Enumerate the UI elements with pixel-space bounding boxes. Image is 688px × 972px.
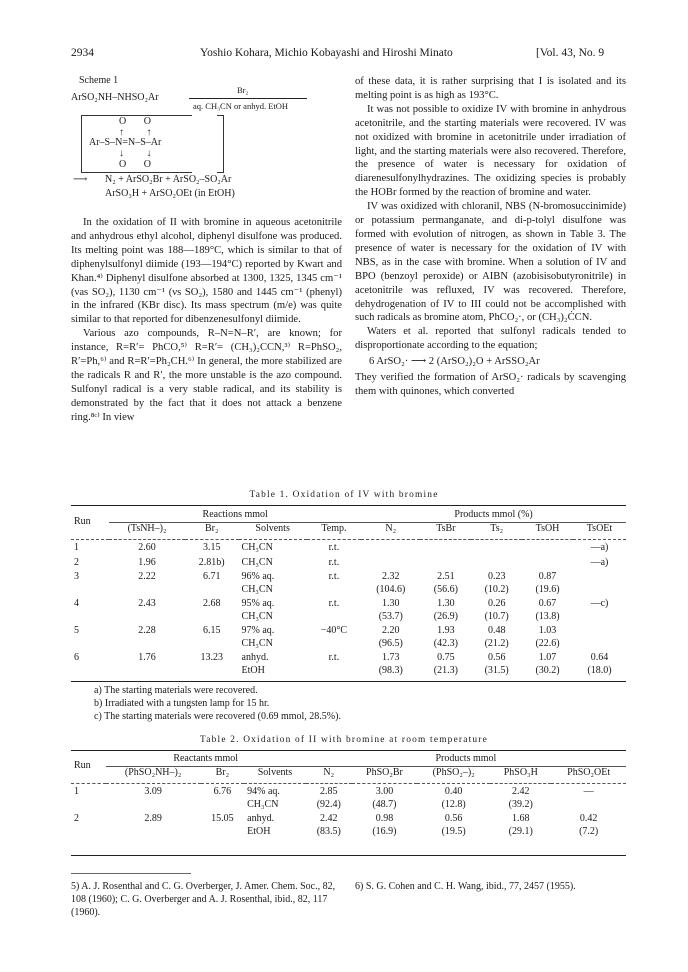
cell-ts2: [471, 555, 522, 570]
paragraph: of these data, it is rather surprising that I is isolated and its melting point is as high as 193°C.: [355, 76, 626, 101]
cell-solvent-sub: CH₃CN: [241, 637, 273, 649]
cell-n2: [361, 623, 420, 650]
cell-phso2br: [352, 811, 417, 838]
cell-tsnh-value: 1.96: [138, 556, 156, 568]
scheme-1: [71, 74, 341, 203]
table1-col-tsbr: TsBr: [436, 522, 456, 534]
cell-tsoh: [522, 623, 573, 650]
cell-tsbr: [420, 540, 471, 555]
equation: 6 ArSO₂· ⟶ 2 (ArSO₂)₂O + ArSSO₂Ar: [369, 356, 540, 368]
table2-col-reactant: (PhSO₂NH–)₂: [124, 766, 182, 778]
cell-tsbr-sub: (21.3): [433, 664, 458, 676]
cell-br2: [185, 540, 239, 555]
cell-reactant: [106, 811, 201, 838]
cell-tsoh-value: 1.03: [538, 625, 557, 636]
cell-phso3h: [490, 784, 551, 812]
volume-label: [Vol. 43, No. 9: [536, 47, 605, 59]
table2-col-phso3h: PhSO₃H: [503, 766, 538, 778]
paragraph: IV was oxidized with chloranil, NBS (N-bromosuccinimide) or potassium permanganate, and di-p-tolyl disulfone was formed with evolution of nitrogen, as shown in Table 3. The presence of water is necessary for the oxidation of IV with NBS, as in the case with bromine. When a solution of IV and BPO (benzoyl peroxide) or AIBN (azobisisobutyronitrile) in acetonitrile was refluxed, IV was recovered. Therefore, dehydrogenation of IV to III could not be accomplished with such radicals as bromine atom, PhCO₂·, or (CH₃)₂ĊCN.: [355, 201, 626, 324]
scheme-reagent-bottom: aq. CH₃CN or anhyd. EtOH: [193, 101, 289, 111]
cell-ts2-value: 0.23: [487, 571, 506, 582]
table-row: [71, 555, 626, 570]
footnote-5: 5) A. J. Rosenthal and C. G. Overberger, J. Amer. Chem. Soc., 82, 108 (1960); C. G. Overberger and A. J. Rosenthal, ibid., 82, 117 (1960).: [71, 881, 336, 918]
cell-solvent-value: CH₃CN: [241, 556, 273, 568]
cell-phso2br-value: 0.98: [375, 813, 394, 824]
cell-br2-value: 13.23: [200, 652, 223, 663]
cell-run-value: 1: [74, 542, 79, 553]
cell-br2: [185, 569, 239, 596]
scheme-arrow-2: ⟶: [73, 174, 88, 185]
table1-group-reactions: Reactions mmol: [109, 509, 361, 522]
cell-tsnh: [109, 569, 185, 596]
cell-tsoet-value: —a): [590, 542, 609, 553]
cell-br2-value: 6.76: [213, 786, 232, 797]
cell-phso2oet: [551, 811, 626, 838]
cell-run-value: 3: [74, 571, 79, 582]
cell-solvent: [239, 540, 307, 555]
cell-ts2: [471, 540, 522, 555]
cell-phso3h-sub: (39.2): [508, 798, 533, 810]
scheme-arrow: [189, 98, 307, 99]
cell-br2-value: 2.68: [202, 598, 221, 609]
cell-br2-value: 6.71: [202, 571, 221, 582]
running-authors: Yoshio Kohara, Michio Kobayashi and Hiroshi Minato: [200, 47, 453, 59]
cell-disulfone-value: 0.40: [444, 786, 463, 797]
cell-run: [71, 569, 109, 596]
table1-col-tsoet: TsOEt: [586, 522, 613, 534]
table2-col-phso2br: PhSO₂Br: [366, 766, 403, 778]
cell-phso3h-sub: (29.1): [508, 825, 533, 837]
page-number: 2934: [71, 47, 94, 59]
cell-phso2oet-sub: (7.2): [579, 825, 599, 837]
cell-tsnh-value: 1.76: [138, 652, 156, 663]
table1-col-tsoh: TsOH: [535, 522, 560, 534]
cell-disulfone-value: 0.56: [444, 813, 463, 824]
paragraph: It was not possible to oxidize IV with bromine in anhydrous acetonitrile, and the starting materials were recovered. IV was not oxidized with bromine in acetonitrile under irradiation of light, and the starting materials were also recovered. Therefore, the presence of water is necessary for oxidation of diarenesulfonylhydrazines. The oxidizing species is probably the HOBr formed by the reaction of bromine and water.: [355, 103, 626, 199]
cell-run: [71, 811, 106, 838]
cell-n2: [361, 555, 420, 570]
cell-solvent-value: 96% aq.: [241, 571, 275, 582]
cell-ts2-value: 0.56: [487, 652, 506, 663]
table2-col-disulfone: (PhSO₂–)₂: [432, 766, 475, 778]
cell-tsoh-sub: (19.6): [535, 583, 560, 595]
table1: [71, 509, 626, 677]
table2-col-run: Run: [74, 759, 91, 771]
cell-phso2oet: [551, 784, 626, 812]
cell-tsoet-value: —c): [590, 598, 609, 609]
table1-note: a) The starting materials were recovered.: [94, 685, 258, 696]
cell-br2-value: 15.05: [211, 813, 234, 824]
cell-br2: [185, 623, 239, 650]
right-column: [355, 75, 626, 399]
cell-tsnh: [109, 540, 185, 555]
cell-tsnh: [109, 555, 185, 570]
cell-ts2-sub: (10.2): [484, 583, 509, 595]
table1-note: c) The starting materials were recovered (0.69 mmol, 28.5%).: [94, 711, 341, 722]
cell-solvent-value: anhyd.: [241, 652, 269, 663]
cell-tsoh-value: 0.87: [538, 571, 557, 582]
cell-br2-value: 3.15: [202, 542, 221, 553]
cell-br2: [185, 650, 239, 677]
cell-tsoet: [573, 555, 626, 570]
cell-n2: [306, 784, 352, 812]
cell-n2: [361, 596, 420, 623]
cell-tsoh: [522, 569, 573, 596]
cell-run-value: 4: [74, 598, 79, 609]
cell-solvent-value: 95% aq.: [241, 598, 275, 609]
cell-tsbr: [420, 555, 471, 570]
cell-tsoet-sub: (18.0): [587, 664, 612, 676]
cell-run-value: 5: [74, 625, 79, 636]
table1-col-run: Run: [74, 515, 91, 527]
cell-n2-value: 1.73: [382, 652, 400, 663]
cell-solvent-value: CH₃CN: [241, 542, 273, 553]
footnote-6: 6) S. G. Cohen and C. H. Wang, ibid., 77, 2457 (1955).: [355, 881, 576, 892]
cell-tsoh-value: 1.07: [538, 652, 557, 663]
cell-temp: [307, 555, 361, 570]
paragraph: They verified the formation of ArSO₂· radicals by scavenging them with quinones, which converted: [355, 372, 626, 397]
cell-tsoh: [522, 540, 573, 555]
cell-n2-sub: (53.7): [378, 610, 403, 622]
cell-tsoet: [573, 540, 626, 555]
cell-temp-value: r.t.: [328, 598, 340, 609]
table1-notes: [94, 684, 341, 723]
cell-tsoet: [573, 569, 626, 596]
cell-tsbr: [420, 596, 471, 623]
cell-temp: [307, 650, 361, 677]
cell-temp-value: r.t.: [328, 571, 340, 582]
cell-solvent-value: 97% aq.: [241, 625, 275, 636]
cell-n2: [306, 811, 352, 838]
table-row: [71, 569, 626, 596]
cell-tsoh-sub: (30.2): [535, 664, 560, 676]
cell-n2-sub: (83.5): [316, 825, 341, 837]
cell-solvent-sub: EtOH: [241, 664, 265, 676]
cell-run-value: 6: [74, 652, 79, 663]
cell-ts2-value: 0.26: [487, 598, 506, 609]
cell-n2: [361, 650, 420, 677]
table-row: [71, 811, 626, 838]
cell-disulfone-sub: (12.8): [441, 798, 466, 810]
cell-disulfone: [417, 811, 490, 838]
cell-tsoh-sub: (22.6): [535, 637, 560, 649]
cell-tsbr: [420, 569, 471, 596]
cell-n2: [361, 569, 420, 596]
cell-temp: [307, 540, 361, 555]
cell-run-value: 2: [74, 556, 79, 568]
cell-disulfone: [417, 784, 490, 812]
cell-run: [71, 784, 106, 812]
cell-temp: [307, 569, 361, 596]
table2-group-products: Products mmol: [306, 753, 626, 766]
cell-solvent-value: anhyd.: [247, 813, 275, 824]
cell-tsoh: [522, 555, 573, 570]
cell-run: [71, 650, 109, 677]
cell-solvent: [239, 650, 307, 677]
scheme-product-1: N₂ + ArSO₂Br + ArSO₂–SO₂Ar: [105, 174, 232, 185]
cell-phso3h-value: 2.42: [512, 786, 530, 797]
cell-ts2: [471, 623, 522, 650]
cell-tsbr-sub: (56.6): [433, 583, 458, 595]
table1-col-ts2: Ts₂: [490, 522, 504, 534]
table1-col-tsnh: (TsNH–)₂: [127, 522, 167, 534]
cell-phso2br-sub: (16.9): [372, 825, 397, 837]
table1-col-solvents: Solvents: [255, 522, 290, 534]
table2-col-br2: Br₂: [215, 766, 230, 778]
cell-tsnh: [109, 623, 185, 650]
cell-tsnh-value: 2.43: [138, 598, 156, 609]
table2-col-phso2oet: PhSO₂OEt: [567, 766, 611, 778]
cell-temp-value: r.t.: [328, 542, 340, 553]
cell-solvent: [239, 569, 307, 596]
cell-n2-sub: (104.6): [376, 583, 406, 595]
cell-tsnh: [109, 596, 185, 623]
table-row: [71, 596, 626, 623]
table2-col-n2: N₂: [323, 766, 335, 778]
cell-tsoh: [522, 596, 573, 623]
cell-phso2oet-value: 0.42: [579, 813, 598, 824]
cell-tsbr-value: 1.30: [437, 598, 455, 609]
scheme-intermediate: O O ↑ ↑ Ar–S–N=N–S–Ar ↓ ↓ O O: [81, 115, 341, 173]
cell-tsnh-value: 2.22: [138, 571, 156, 582]
cell-tsoh: [522, 650, 573, 677]
cell-temp-value: −40°C: [320, 625, 348, 636]
cell-tsbr-sub: (26.9): [433, 610, 458, 622]
cell-disulfone-sub: (19.5): [441, 825, 466, 837]
cell-reactant: [106, 784, 201, 812]
cell-ts2: [471, 596, 522, 623]
scheme-reactant: ArSO₂NH–NHSO₂Ar: [71, 92, 159, 103]
cell-solvent-sub: CH₃CN: [241, 583, 273, 595]
left-column: [71, 216, 342, 425]
cell-solvent-sub: EtOH: [247, 825, 271, 837]
cell-tsnh-value: 2.60: [138, 542, 156, 553]
scheme-reagent-top: Br₂: [237, 85, 249, 95]
cell-tsoet-value: 0.64: [590, 652, 609, 663]
cell-tsnh-value: 2.28: [138, 625, 156, 636]
cell-solvent: [239, 555, 307, 570]
cell-phso3h: [490, 811, 551, 838]
cell-phso3h-value: 1.68: [512, 813, 530, 824]
cell-n2-value: 2.20: [382, 625, 400, 636]
cell-phso2br-sub: (48.7): [372, 798, 397, 810]
cell-temp-value: r.t.: [328, 652, 340, 663]
table1-caption: Table 1. Oxidation of IV with bromine: [249, 490, 439, 500]
cell-n2-value: 1.30: [382, 598, 400, 609]
cell-ts2: [471, 650, 522, 677]
cell-ts2-sub: (21.2): [484, 637, 509, 649]
cell-tsbr: [420, 650, 471, 677]
table2-caption: Table 2. Oxidation of II with bromine at room temperature: [200, 735, 488, 745]
table-row: [71, 784, 626, 812]
table-row: [71, 540, 626, 555]
cell-temp: [307, 623, 361, 650]
cell-n2-value: 2.32: [382, 571, 400, 582]
cell-solvent-sub: CH₃CN: [247, 798, 279, 810]
table1-col-br2: Br₂: [204, 522, 219, 534]
table-row: [71, 623, 626, 650]
cell-run: [71, 540, 109, 555]
cell-solvent-sub: CH₃CN: [241, 610, 273, 622]
cell-n2-value: 2.42: [320, 813, 338, 824]
cell-phso2br-value: 3.00: [375, 786, 394, 797]
paragraph: In the oxidation of II with bromine in aqueous acetonitrile and anhydrous ethyl alcohol, diphenyl disulfone was produced. Its melting point was 188—189°C, which is similar to that of diphenylsulfonyl diimide (193—194°C) reported by Kwart and Khan.⁴⁾ Diphenyl disulfone absorbed at 1300, 1325, 1345 cm⁻¹ (νas SO₂), 1130 cm⁻¹ (νs SO₂), 1580 and 1445 cm⁻¹ (phenyl) in the infrared (KBr disc). Its mass spectrum (m/e) was quite similar to that reported for dibenzenesulfonyl diimide.: [71, 217, 342, 326]
cell-solvent: [239, 596, 307, 623]
paragraph: Various azo compounds, R–N=N–R′, are known; for instance, R=R′= PhCO,⁵⁾ R=R′= (CH₃)₂CCN,³⁾ R=PhSO₂, R′=Ph,⁶⁾ and R=R′=Ph₂CH.⁶⁾ In general, the more stabilized are the radicals R and R′, the more unstable is the azo compound. Sulfonyl radical is a very stable radical, and its stability is demonstrated by the fact that it does not attack a benzene ring.⁸ᶜ⁾ In view: [71, 328, 342, 423]
cell-tsbr: [420, 623, 471, 650]
cell-n2: [361, 540, 420, 555]
cell-tsnh: [109, 650, 185, 677]
cell-run: [71, 555, 109, 570]
cell-phso2br: [352, 784, 417, 812]
cell-tsoet-value: —a): [590, 556, 609, 568]
table1-col-temp: Temp.: [321, 522, 347, 534]
cell-solvent: [239, 623, 307, 650]
cell-br2: [201, 784, 244, 812]
cell-br2: [185, 596, 239, 623]
cell-br2: [201, 811, 244, 838]
cell-ts2-value: 0.48: [487, 625, 506, 636]
cell-n2-sub: (98.3): [378, 664, 403, 676]
cell-tsoet: [573, 596, 626, 623]
cell-run-value: 2: [74, 813, 79, 824]
table2-group-reactants: Reactants mmol: [106, 753, 306, 766]
cell-br2-value: 6.15: [202, 625, 221, 636]
cell-tsbr-value: 1.93: [437, 625, 455, 636]
cell-phso2oet-value: —: [583, 786, 594, 797]
cell-n2-sub: (96.5): [378, 637, 403, 649]
cell-tsoh-sub: (13.8): [535, 610, 560, 622]
cell-solvent: [244, 811, 306, 838]
table1-col-n2: N₂: [385, 522, 397, 534]
cell-reactant-value: 3.09: [144, 786, 162, 797]
table1-group-products: Products mmol (%): [361, 509, 626, 522]
table2-col-solvents: Solvents: [257, 766, 293, 778]
cell-run: [71, 623, 109, 650]
cell-tsbr-value: 0.75: [437, 652, 455, 663]
cell-reactant-value: 2.89: [144, 813, 162, 824]
cell-tsoh-value: 0.67: [538, 598, 557, 609]
cell-tsbr-value: 2.51: [437, 571, 455, 582]
cell-n2-sub: (92.4): [316, 798, 341, 810]
cell-br2: [185, 555, 239, 570]
scheme-title: Scheme 1: [79, 75, 119, 86]
cell-ts2-sub: (10.7): [484, 610, 509, 622]
cell-run: [71, 596, 109, 623]
cell-tsoet: [573, 623, 626, 650]
cell-ts2-sub: (31.5): [484, 664, 509, 676]
cell-solvent-value: 94% aq.: [247, 786, 280, 797]
paragraph: Waters et al. reported that sulfonyl radicals tended to disproportionate according to the equation;: [355, 326, 626, 352]
cell-tsoet: [573, 650, 626, 677]
cell-temp-value: r.t.: [328, 556, 340, 568]
cell-ts2: [471, 569, 522, 596]
cell-solvent: [244, 784, 306, 812]
cell-run-value: 1: [74, 786, 79, 797]
cell-br2-value: 2.81b): [198, 556, 225, 568]
table1-note: b) Irradiated with a tungsten lamp for 15 hr.: [94, 698, 270, 709]
table-row: [71, 650, 626, 677]
cell-n2-value: 2.85: [320, 786, 338, 797]
cell-temp: [307, 596, 361, 623]
cell-tsbr-sub: (42.3): [433, 637, 458, 649]
table2: [71, 753, 626, 838]
scheme-product-2: ArSO₃H + ArSO₂OEt (in EtOH): [105, 188, 235, 199]
